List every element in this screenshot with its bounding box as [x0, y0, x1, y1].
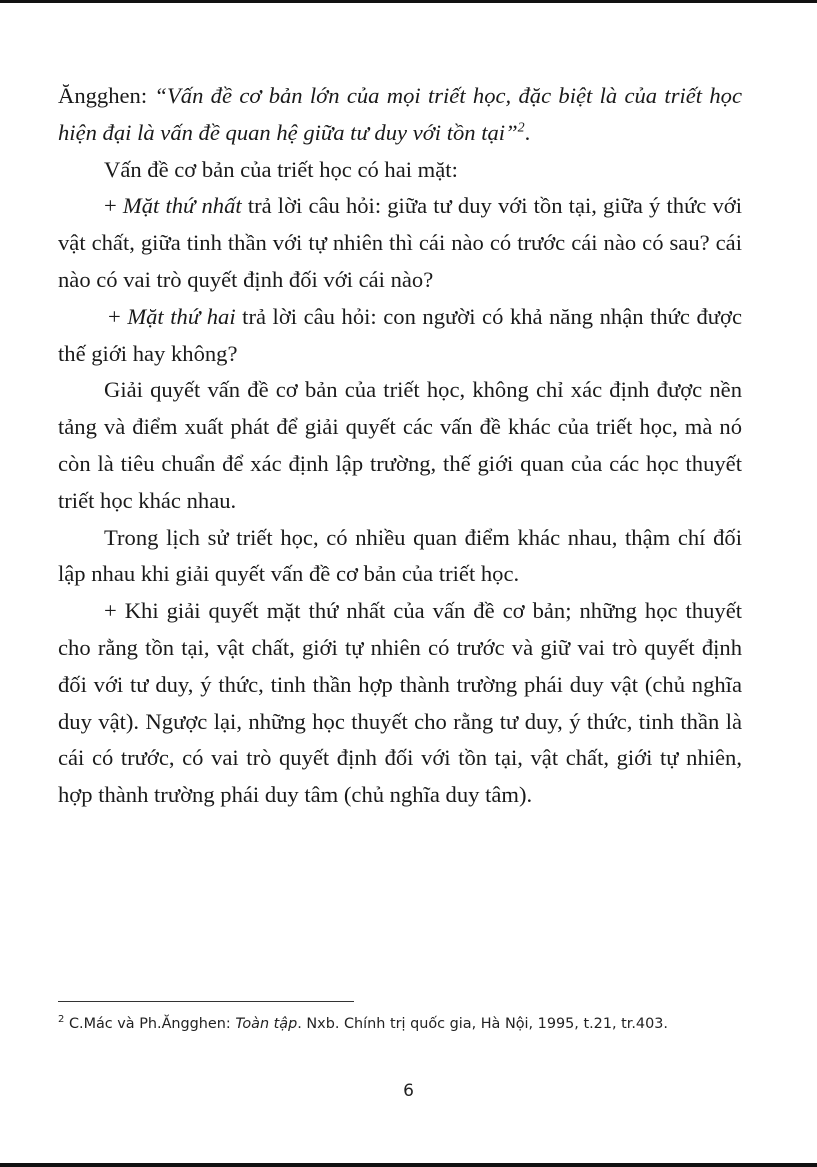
second-aspect-text: trả lời câu hỏi: con người có khả năng nhận thức được thế giới hay không? — [58, 303, 743, 366]
intro-end: . — [524, 119, 531, 145]
footnote-divider — [58, 1001, 354, 1002]
intro-quote-close: ” — [505, 119, 518, 145]
paragraph-materialism-idealism: + Khi giải quyết mặt thứ nhất của vấn đề cơ bản; những học thuyết cho rằng tồn tại, vật chất, giới tự nhiên có trước và giữ vai trò quyết định đối với tư duy, ý thức, tinh thần hợp thành trường phái duy vật (chủ nghĩa duy vật). Ngược lại, những học thuyết cho rằng tư duy, ý thức, tinh thần là cái có trước, có vai trò quyết định đối với tồn tại, vật chất, giới tự nhiên, hợp thành trường phái duy tâm (chủ nghĩa duy tâm). — [58, 598, 742, 808]
footnote-title: Toàn tập — [235, 1016, 298, 1032]
intro-paragraph — [58, 78, 742, 152]
scan-bottom-edge — [0, 1163, 817, 1167]
paragraph-history: Trong lịch sử triết học, có nhiều quan điểm khác nhau, thậm chí đối lập nhau khi giải quyết vấn đề cơ bản của triết học. — [58, 524, 742, 587]
second-aspect-term: Mặt thứ hai — [127, 303, 236, 329]
footnote-mark: 2 — [58, 1014, 65, 1026]
footnote-authors: C.Mác và Ph.Ăngghen: — [64, 1016, 236, 1032]
scan-top-edge — [0, 0, 817, 3]
first-aspect-text: trả lời câu hỏi: giữa tư duy với tồn tại, giữa ý thức với vật chất, giữa tinh thần với tự nhiên thì cái nào có trước cái nào có sau? cái nào có vai trò quyết định đối với cái nào? — [58, 193, 743, 292]
bullet-prefix: + — [104, 193, 123, 219]
page-body — [58, 78, 742, 814]
paragraph-two-aspects: Vấn đề cơ bản của triết học có hai mặt: — [104, 156, 458, 182]
paragraph-resolution: Giải quyết vấn đề cơ bản của triết học, không chỉ xác định được nền tảng và điểm xuất phát để giải quyết các vấn đề khác của triết học, mà nó còn là tiêu chuẩn để xác định lập trường, thế giới quan của các học thuyết triết học khác nhau. — [58, 377, 742, 513]
intro-lead: Ăngghen: — [58, 83, 155, 108]
page-number: 6 — [403, 1081, 414, 1101]
paragraph-first-aspect — [58, 188, 742, 298]
footnote-reference: 2 — [517, 120, 525, 136]
intro-quote: “Vấn đề cơ bản lớn của mọi triết học, đặc biệt là của triết học hiện đại là vấn đề quan hệ giữa tư duy với tồn tại — [58, 83, 742, 145]
paragraph-second-aspect — [58, 299, 742, 373]
footnote — [58, 1011, 742, 1038]
bullet-prefix: + — [108, 303, 128, 329]
footnote-publication: . Nxb. Chính trị quốc gia, Hà Nội, 1995, t.21, tr.403. — [297, 1016, 668, 1032]
first-aspect-term: Mặt thứ nhất — [122, 193, 242, 219]
